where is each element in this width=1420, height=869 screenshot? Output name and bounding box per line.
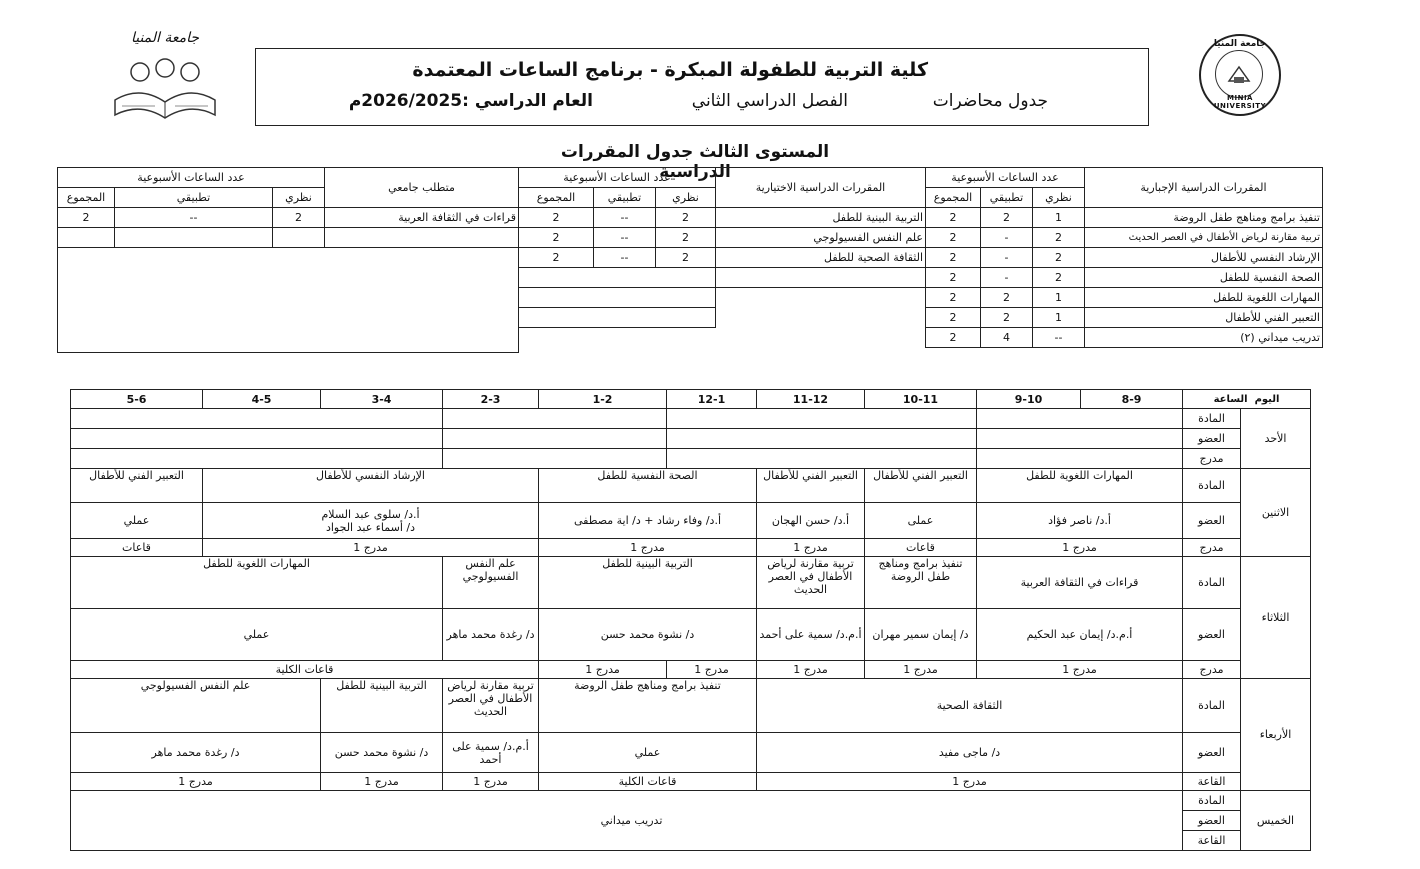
tue-member-5: د/ رغدة محمد ماهر [443,609,539,661]
table-row: تنفيذ برامج ومناهج طفل الروضة 1 2 2 [926,208,1323,228]
tue-subject-5: علم النفس الفسيولوجي [443,557,539,609]
university-header: متطلب جامعي [325,168,519,208]
day-monday: الاثنين [1241,469,1311,557]
mon-subject-4: الصحة النفسية للطفل [539,469,757,503]
mon-member-4: أ.د/ وفاء رشاد + د/ اية مصطفى [539,503,757,539]
tue-hall-3: مدرج 1 [757,661,865,679]
mon-subject-3: التعبير الفني للأطفال [757,469,865,503]
day-wednesday: الأربعاء [1241,679,1311,791]
mon-member-2: عملى [865,503,977,539]
mon-subject-6: التعبير الفني للأطفال [71,469,203,503]
time-header-row [71,390,1311,409]
total-header: المجموع [519,188,594,208]
row-label-subject: المادة [1183,679,1241,733]
header-box [255,48,1149,126]
table-row: علم النفس الفسيولوجي 2 -- 2 [519,228,926,248]
wed-hall-2: قاعات الكلية [539,773,757,791]
wed-member-3: أ.م.د/ سمية على أحمد [443,733,539,773]
day-tuesday: الثلاثاء [1241,557,1311,679]
tue-member-6: عملي [71,609,443,661]
seal-emblem-icon [1215,50,1263,98]
elective-courses-table [518,167,926,328]
practical-header: تطبيقي [115,188,273,208]
day-label: اليوم [1254,393,1280,405]
row-label-member: العضو [1183,733,1241,773]
mon-subject-5: الإرشاد النفسي للأطفال [203,469,539,503]
row-label-hall: القاعة [1183,831,1241,851]
table-row [71,791,1311,811]
table-row: الصحة النفسية للطفل 2 - 2 [926,268,1323,288]
time-slot: 11-12 [757,390,865,409]
wed-hall-5: مدرج 1 [71,773,321,791]
row-label-hall: القاعة [1183,773,1241,791]
table-row: الثقافة الصحية للطفل 2 -- 2 [519,248,926,268]
children-reading-icon [100,30,230,130]
table-row: التعبير الفني للأطفال 1 2 2 [926,308,1323,328]
mon-hall-5: مدرج 1 [203,539,539,557]
academic-year: العام الدراسي :2026/2025م [348,91,593,111]
tue-subject-3: تربية مقارنة لرياض الأطفال في العصر الحديث [757,557,865,609]
table-row: المهارات اللغوية للطفل 1 2 2 [926,288,1323,308]
wed-member-1: د/ ماجى مفيد [757,733,1183,773]
mon-member-5: أ.د/ سلوى عبد السلام د/ أسماء عبد الجواد [203,503,539,539]
weekly-schedule-table [70,389,1311,851]
thu-training: تدريب ميداني [71,791,1183,851]
table-row: التربية البينية للطفل 2 -- 2 [519,208,926,228]
table-row: الإرشاد النفسي للأطفال 2 - 2 [926,248,1323,268]
row-label-subject: المادة [1183,791,1241,811]
table-row [71,469,1311,503]
mandatory-header: المقررات الدراسية الإجبارية [1085,168,1323,208]
mon-subject-1: المهارات اللغوية للطفل [977,469,1183,503]
college-program-title: كلية التربية للطفولة المبكرة - برنامج الساعات المعتمدة [412,59,928,81]
tue-hall-2: مدرج 1 [865,661,977,679]
row-label-subject: المادة [1183,409,1241,429]
schedule-label: جدول محاضرات [932,91,1048,111]
weekly-hours-header: عدد الساعات الأسبوعية [519,168,716,188]
table-row: قراءات في الثقافة العربية 2 -- 2 [58,208,519,228]
row-label-member: العضو [1183,503,1241,539]
total-header: المجموع [926,188,981,208]
table-row [71,503,1311,539]
wed-member-4: د/ نشوة محمد حسن [321,733,443,773]
wed-hall-4: مدرج 1 [321,773,443,791]
row-label-member: العضو [1183,811,1241,831]
row-label-member: العضو [1183,429,1241,449]
practical-header: تطبيقي [981,188,1033,208]
time-slot: 9-10 [977,390,1081,409]
time-slot: 12-1 [667,390,757,409]
tue-member-4: د/ نشوة محمد حسن [539,609,757,661]
total-header: المجموع [58,188,115,208]
mon-hall-3: مدرج 1 [757,539,865,557]
table-row [71,557,1311,609]
practical-header: تطبيقي [594,188,656,208]
table-row [71,449,1311,469]
wed-subject-3: تربية مقارنة لرياض الأطفال في العصر الحديث [443,679,539,733]
tue-member-1: أ.م.د/ إيمان عبد الحكيم [977,609,1183,661]
theory-header: نظري [656,188,716,208]
time-slot: 2-3 [443,390,539,409]
elective-header: المقررات الدراسية الاختيارية [716,168,926,208]
row-label-hall: مدرج [1183,661,1241,679]
day-thursday: الخميس [1241,791,1311,851]
table-row [71,733,1311,773]
table-row: تدريب ميداني (٢) -- 4 2 [926,328,1323,348]
time-slot: 8-9 [1081,390,1183,409]
university-courses-table [57,167,519,353]
mandatory-courses-table [925,167,1323,348]
semester-label: الفصل الدراسي الثاني [691,91,848,111]
minia-university-seal [1195,30,1285,120]
wed-subject-4: التربية البينية للطفل [321,679,443,733]
time-slot: 5-6 [71,390,203,409]
mon-hall-6: قاعات [71,539,203,557]
mon-member-1: أ.د/ ناصر فؤاد [977,503,1183,539]
tue-hall-4: مدرج 1 [667,661,757,679]
hour-label: الساعة [1213,393,1248,405]
table-row [71,539,1311,557]
table-row [71,773,1311,791]
table-row [71,661,1311,679]
tue-hall-5: مدرج 1 [539,661,667,679]
college-logo-text: جامعة المنيا [130,30,200,46]
wed-member-5: د/ رغدة محمد ماهر [71,733,321,773]
table-row [519,268,926,288]
wed-hall-1: مدرج 1 [757,773,1183,791]
time-slot: 1-2 [539,390,667,409]
mon-subject-2: التعبير الفني للأطفال [865,469,977,503]
tue-subject-4: التربية البينية للطفل [539,557,757,609]
time-slot: 4-5 [203,390,321,409]
tue-subject-1: قراءات في الثقافة العربية [977,557,1183,609]
time-slot: 3-4 [321,390,443,409]
tue-member-3: أ.م.د/ سمية على أحمد [757,609,865,661]
table-row [71,429,1311,449]
mon-hall-4: مدرج 1 [539,539,757,557]
row-label-hall: مدرج [1183,449,1241,469]
tue-subject-6: المهارات اللغوية للطفل [71,557,443,609]
seal-top-text: جامعة المنيا [1213,39,1267,49]
table-row [519,308,926,328]
tue-subject-2: تنفيذ برامج ومناهج طفل الروضة [865,557,977,609]
table-row [71,679,1311,733]
time-slot: 10-11 [865,390,977,409]
wed-subject-2: تنفيذ برامج ومناهج طفل الروضة [539,679,757,733]
row-label-member: العضو [1183,609,1241,661]
row-label-subject: المادة [1183,557,1241,609]
seal-bottom-text: MINIA UNIVERSITY [1213,94,1267,110]
table-row: تربية مقارنة لرياض الأطفال في العصر الحديث 2 - 2 [926,228,1323,248]
theory-header: نظري [273,188,325,208]
table-row [519,288,926,308]
table-row [71,409,1311,429]
row-label-subject: المادة [1183,469,1241,503]
college-logo [100,30,230,130]
tue-hall-6: قاعات الكلية [71,661,539,679]
wed-subject-5: علم النفس الفسيولوجي [71,679,321,733]
wed-hall-3: مدرج 1 [443,773,539,791]
theory-header: نظري [1033,188,1085,208]
wed-subject-1: الثقافة الصحية [757,679,1183,733]
tue-member-2: د/ إيمان سمير مهران [865,609,977,661]
day-sunday: الأحد [1241,409,1311,469]
mon-member-6: عملي [71,503,203,539]
mon-hall-1: مدرج 1 [977,539,1183,557]
mon-member-3: أ.د/ حسن الهجان [757,503,865,539]
weekly-hours-header: عدد الساعات الأسبوعية [58,168,325,188]
tue-hall-1: مدرج 1 [977,661,1183,679]
table-row [71,609,1311,661]
weekly-hours-header: عدد الساعات الأسبوعية [926,168,1085,188]
mon-hall-2: قاعات [865,539,977,557]
wed-member-2: عملي [539,733,757,773]
row-label-hall: مدرج [1183,539,1241,557]
level-title: المستوى الثالث جدول المقررات الدراسية [560,142,830,182]
